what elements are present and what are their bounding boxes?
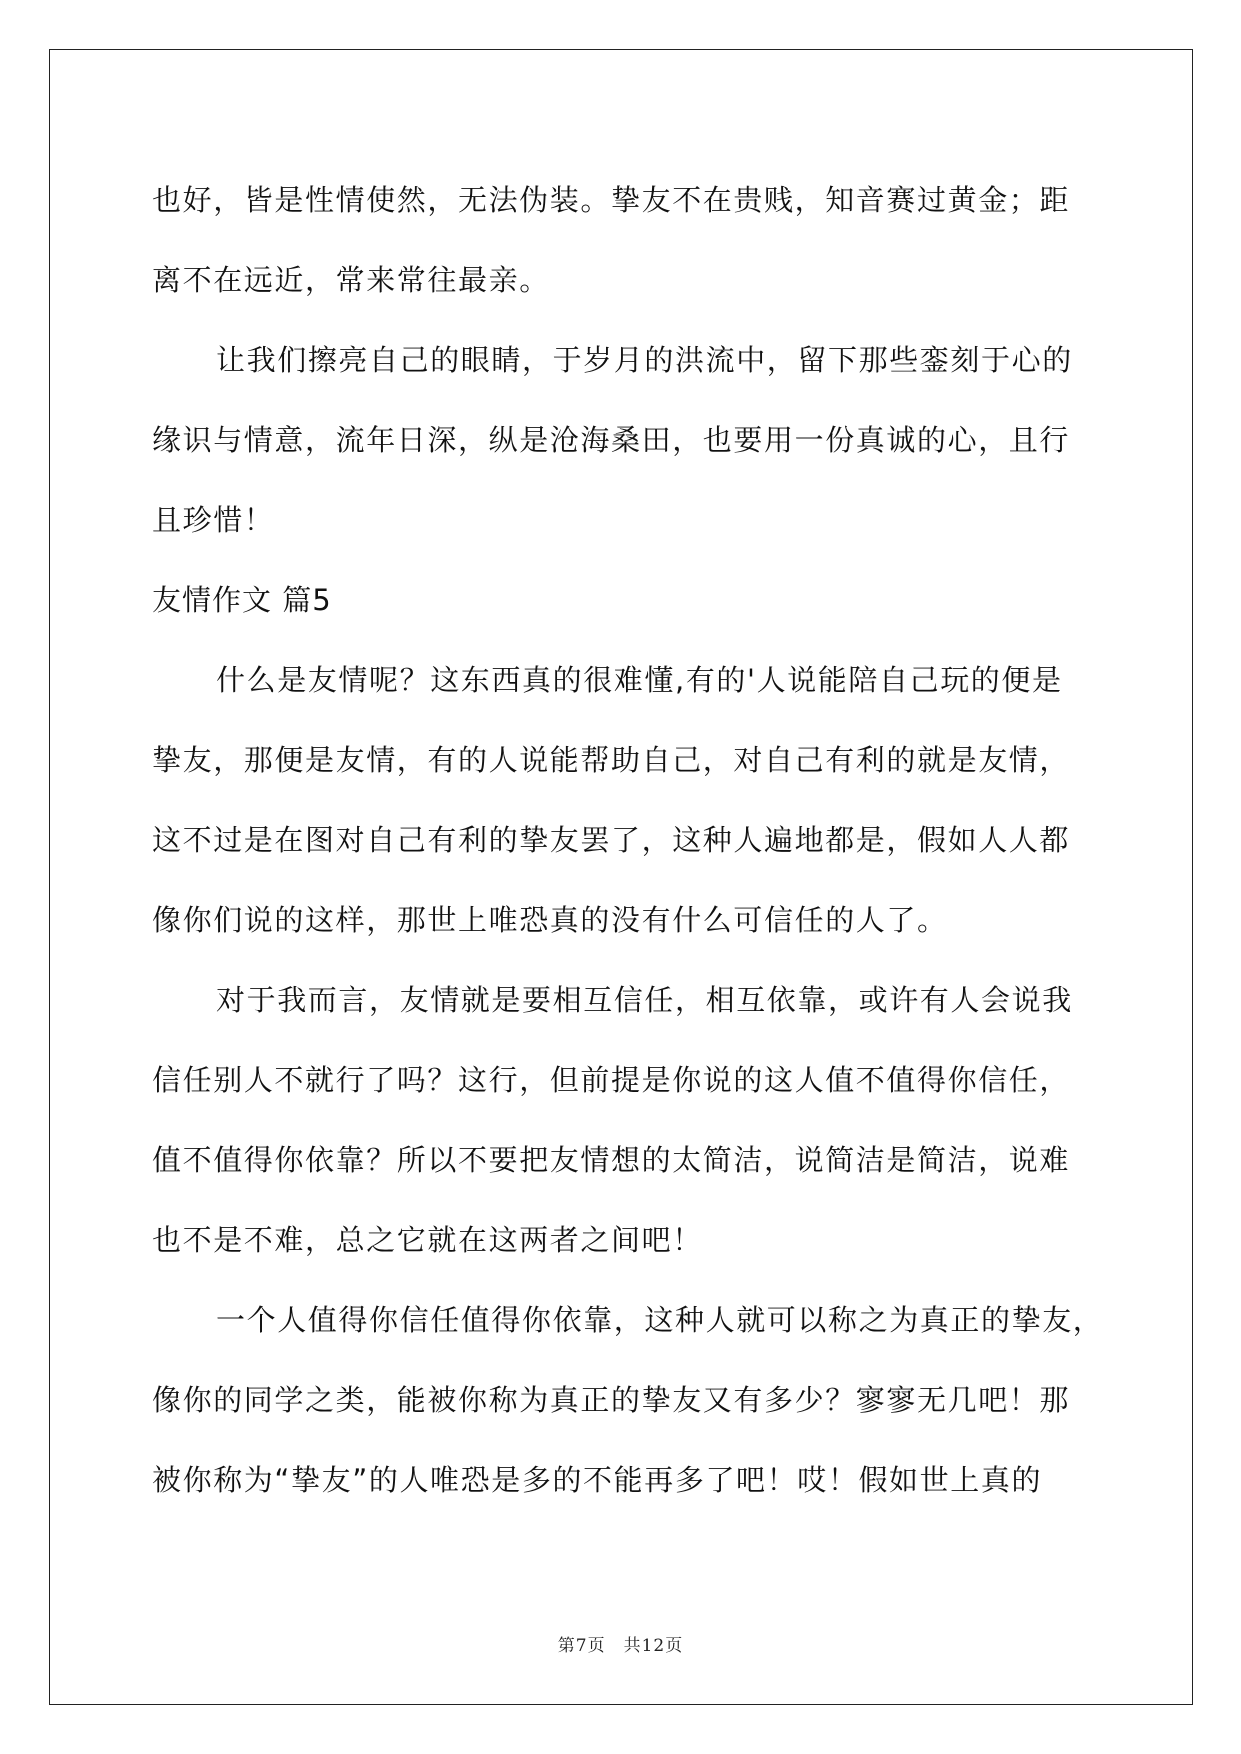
paragraph-line: 像你们说的这样，那世上唯恐真的没有什么可信任的人了。 — [152, 903, 948, 937]
paragraph-line: 一个人值得你信任值得你依靠，这种人就可以称之为真正的挚友， — [216, 1303, 1104, 1337]
paragraph-line: 缘识与情意，流年日深，纵是沧海桑田，也要用一份真诚的心，且行 — [152, 423, 1071, 457]
page-number-footer: 第7页 共12页 — [557, 1636, 684, 1656]
paragraph-line: 且珍惜！ — [152, 503, 275, 537]
paragraph-line: 值不值得你依靠？所以不要把友情想的太简洁，说简洁是简洁，说难 — [152, 1143, 1071, 1177]
paragraph-line: 像你的同学之类，能被你称为真正的挚友又有多少？寥寥无几吧！那 — [152, 1383, 1071, 1417]
paragraph-line: 让我们擦亮自己的眼睛，于岁月的洪流中，留下那些銮刻于心的 — [216, 343, 1073, 377]
paragraph-line: 被你称为“挚友”的人唯恐是多的不能再多了吧！哎！假如世上真的 — [152, 1463, 1043, 1497]
paragraph-line: 这不过是在图对自己有利的挚友罢了，这种人遍地都是，假如人人都 — [152, 823, 1071, 857]
paragraph-line: 什么是友情呢？这东西真的很难懂,有的'人说能陪自己玩的便是 — [216, 663, 1063, 697]
paragraph-line: 对于我而言，友情就是要相互信任，相互依靠，或许有人会说我 — [216, 983, 1073, 1017]
paragraph-line: 挚友，那便是友情，有的人说能帮助自己，对自己有利的就是友情， — [152, 743, 1071, 777]
paragraph-line: 信任别人不就行了吗？这行，但前提是你说的这人值不值得你信任， — [152, 1063, 1071, 1097]
paragraph-line: 离不在远近，常来常往最亲。 — [152, 263, 550, 297]
section-heading: 友情作文 篇5 — [152, 583, 332, 617]
document-body — [152, 160, 1104, 1520]
paragraph-line: 也不是不难，总之它就在这两者之间吧！ — [152, 1223, 703, 1257]
paragraph-line: 也好，皆是性情使然，无法伪装。挚友不在贵贱，知音赛过黄金；距 — [152, 183, 1071, 217]
